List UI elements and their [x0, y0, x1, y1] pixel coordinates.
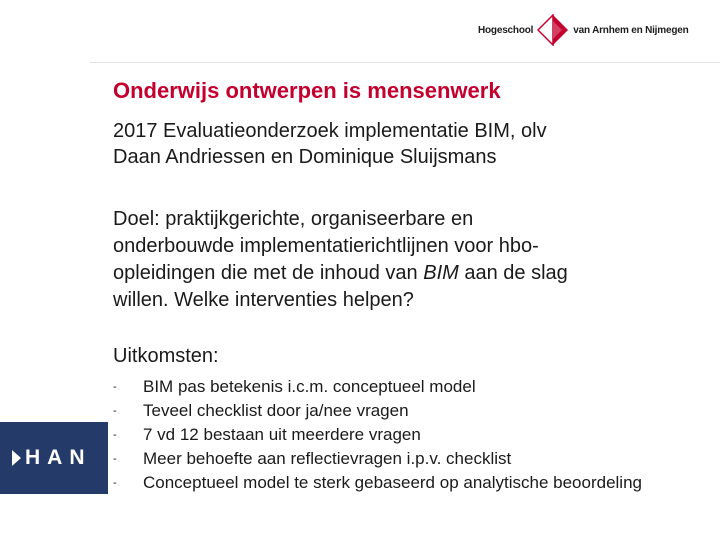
list-item [113, 423, 673, 447]
doel-text: aan de slag [458, 262, 568, 284]
doel-line [113, 260, 693, 287]
doel-emphasis: BIM [423, 262, 459, 284]
bullet-dash: - [113, 381, 117, 393]
bullet-dash: - [113, 453, 117, 465]
doel-text: opleidingen die met de inhoud van [113, 262, 424, 284]
subtitle-line: 2017 Evaluatieonderzoek implementatie BIM, olv [113, 120, 547, 142]
list-item-text: 7 vd 12 bestaan uit meerdere vragen [143, 425, 421, 444]
list-item [113, 447, 673, 471]
logo-left-text: Hogeschool [478, 24, 534, 36]
doel-line: willen. Welke interventies helpen? [113, 289, 414, 311]
doel-line: onderbouwde implementatierichtlijnen voor hbo- [113, 235, 539, 257]
hogeschool-logo [478, 14, 689, 46]
bullet-dash: - [113, 405, 117, 417]
han-diamond-logo-icon [537, 14, 569, 46]
logo-right-text: van Arnhem en Nijmegen [573, 24, 689, 36]
list-item-text: Conceptueel model te sterk gebaseerd op analytische beoordeling [143, 473, 642, 492]
list-item [113, 399, 673, 423]
han-logo-block [0, 422, 108, 494]
uitkomsten-list [113, 375, 673, 495]
slide-subtitle [113, 118, 693, 170]
slide-title: Onderwijs ontwerpen is mensenwerk [113, 78, 501, 103]
list-item [113, 375, 673, 399]
header-divider [90, 62, 720, 63]
han-logo-text: HAN [25, 446, 92, 469]
list-item-text: Teveel checklist door ja/nee vragen [143, 401, 409, 420]
play-arrow-icon [12, 450, 21, 466]
bullet-dash: - [113, 477, 117, 489]
list-item-text: BIM pas betekenis i.c.m. conceptueel model [143, 377, 476, 396]
bullet-dash: - [113, 429, 117, 441]
uitkomsten-heading: Uitkomsten: [113, 345, 219, 367]
list-item-text: Meer behoefte aan reflectievragen i.p.v. checklist [143, 449, 512, 468]
list-item [113, 471, 673, 495]
doel-paragraph [113, 206, 693, 314]
subtitle-line: Daan Andriessen en Dominique Sluijsmans [113, 146, 497, 168]
doel-line: Doel: praktijkgerichte, organiseerbare en [113, 208, 474, 230]
